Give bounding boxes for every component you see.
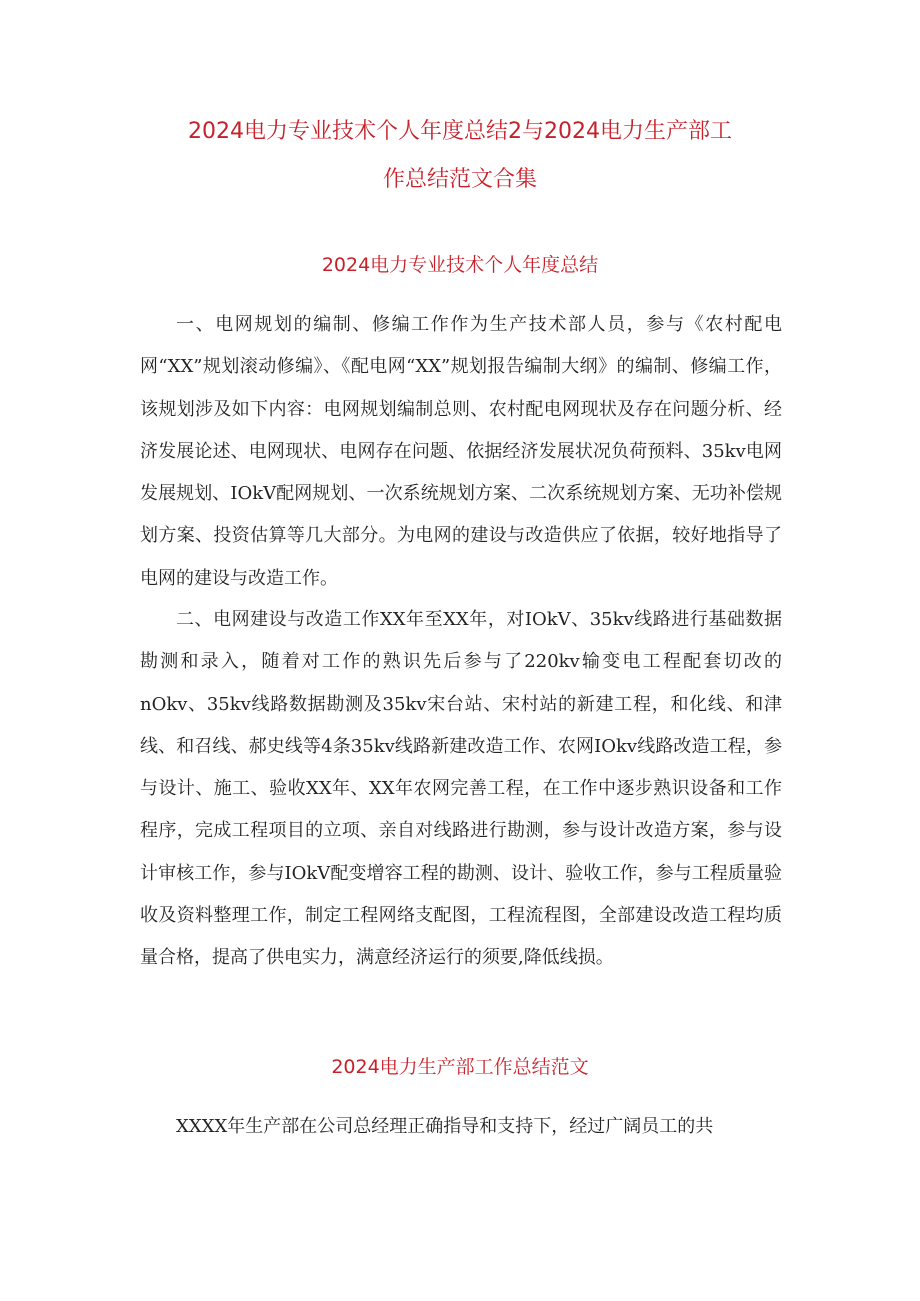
document-title-line-1: 2024电力专业技术个人年度总结2与2024电力生产部工 xyxy=(188,119,732,144)
section-title-annual-summary: 2024电力专业技术个人年度总结 xyxy=(321,254,599,276)
section-title-production-dept-summary: 2024电力生产部工作总结范文 xyxy=(331,1056,589,1078)
paragraph-production-dept-intro: XXXX年生产部在公司总经理正确指导和支持下，经过广阔员工的共 xyxy=(176,1116,714,1137)
paragraph-grid-construction: 二、电网建设与改造工作XX年至XX年，对IOkV、35kv线路进行基础数据勘测和录入，随着对工作的熟识先后参与了220kv输变电工程配套切改的nOkv、35kv线路数据勘测及35kv宋台站、宋村站的新建工程，和化线、和津线、和召线、郝史线等4条35kv线路新建改造工作、农网IOkv线路改造工程，参与设计、施工、验收XX年、XX年农网完善工程，在工作中逐步熟识设备和工作程序，完成工程项目的立项、亲自对线路进行勘测，参与设计改造方案，参与设计审核工作，参与IOkV配变增容工程的勘测、设计、验收工作，参与工程质量验收及资料整理工作，制定工程网络支配图，工程流程图，全部建设改造工程均质量合格，提高了供电实力，满意经济运行的须要,降低线损。 xyxy=(140,609,782,969)
paragraph-grid-planning: 一、电网规划的编制、修编工作作为生产技术部人员，参与《农村配电网“XX”规划滚动修编》、《配电网“XX”规划报告编制大纲》的编制、修编工作，该规划涉及如下内容：电网规划编制总则、农村配电网现状及存在问题分析、经济发展论述、电网现状、电网存在问题、依据经济发展状况负荷预料、35kv电网发展规划、IOkV配网规划、一次系统规划方案、二次系统规划方案、无功补偿规划方案、投资估算等几大部分。为电网的建设与改造供应了依据，较好地指导了电网的建设与改造工作。 xyxy=(140,314,782,589)
document-title-line-2: 作总结范文合集 xyxy=(382,167,537,192)
